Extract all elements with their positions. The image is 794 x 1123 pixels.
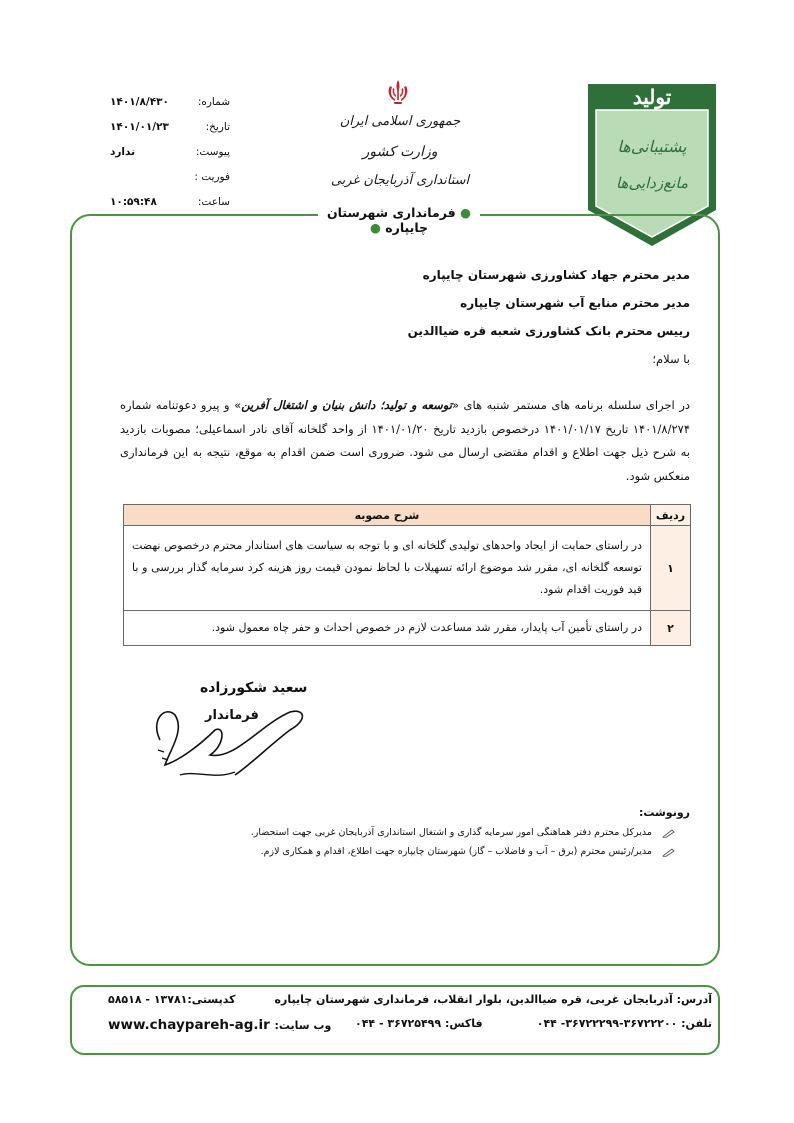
table-row xyxy=(124,526,691,611)
row-index: ۲ xyxy=(651,611,691,646)
urgency-label: فوریت : xyxy=(194,171,230,183)
recipient-3: رییس محترم بانک کشاورزی شعبه قره ضیاالدین xyxy=(407,324,690,338)
table-row xyxy=(124,611,691,646)
pen-icon xyxy=(662,828,676,838)
banner-logo-text: تولید xyxy=(632,85,672,109)
header-country: جمهوری اسلامی ایران xyxy=(339,114,461,129)
banner-line1: پشتیبانی‌ها xyxy=(617,137,687,156)
recipient-2: مدیر محترم منابع آب شهرستان چایپاره xyxy=(460,296,690,310)
greeting: با سلام؛ xyxy=(652,352,690,366)
bullet-icon: ● xyxy=(369,220,381,235)
row-text: در راستای حمایت از ایجاد واحدهای تولیدی گلخانه ای و با توجه به سیاست های استاندار محترم درخصوص نهضت توسعه گلخانه ای، مقرر شد موضوع ارائه تسهیلات با لحاظ نمودن قیمت روز هزینه کرد سرمایه گذار بررسی و با قید فوریت اقدام شود. xyxy=(124,526,651,611)
time-label: ساعت: xyxy=(197,196,230,208)
copy-item xyxy=(261,846,676,857)
date-label: تاریخ: xyxy=(205,121,230,133)
footer-address: آدرس: آذربایجان غربی، قره ضیاالدین، بلوار انقلاب، فرمانداری شهرستان چایپاره xyxy=(274,993,712,1006)
body-quote: توسعه و تولید؛ دانش بنیان و اشتغال آفرین xyxy=(241,398,452,412)
frame-title-text: فرمانداری شهرستان چایپاره xyxy=(327,205,456,235)
copy-text: مدیر/رئیس محترم (برق – آب و فاضلاب – گاز) شهرستان چایپاره جهت اطلاع، اقدام و همکاری لازم. xyxy=(260,846,652,857)
attachment-value: ندارد xyxy=(110,146,136,158)
time-row xyxy=(110,190,230,215)
col-index-header: ردیف xyxy=(651,505,691,526)
attachment-label: پیوست: xyxy=(195,146,230,158)
letter-body xyxy=(120,394,690,488)
footer-postcode: کدپستی:۱۳۷۸۱ - ۵۸۵۱۸ xyxy=(108,993,236,1006)
recipient-1: مدیر محترم جهاد کشاورزی شهرستان چایپاره xyxy=(422,268,690,282)
table-header-row xyxy=(124,505,691,526)
footer-website xyxy=(108,1017,331,1033)
number-row xyxy=(110,90,230,115)
col-desc-header: شرح مصوبه xyxy=(124,505,651,526)
header-province: استانداری آذربایجان غربی xyxy=(330,173,470,188)
number-value: ۱۴۰۱/۸/۴۳۰ xyxy=(110,96,169,108)
signer-title: فرماندار xyxy=(205,708,259,723)
website-link[interactable]: www.chaypareh-ag.ir xyxy=(108,1017,270,1033)
copy-item xyxy=(251,827,676,838)
letter-meta xyxy=(110,90,230,215)
date-value: ۱۴۰۱/۰۱/۲۳ xyxy=(110,121,169,133)
body-part2: » و پیرو دعوتنامه شماره ۱۴۰۱/۸/۲۷۴ تاریخ ۱۴۰۱/۰۱/۱۷ درخصوص بازدید تاریخ ۱۴۰۱/۰۱/۲۰ از واحد گلخانه آقای نادر اسماعیلی؛ مصوبات بازدید به شرح ذیل جهت اطلاع و اقدام مقتضی ارسال می شود. ضروری است ضمن اقدام به موقع، نتیجه به این فرمانداری منعکس شود. xyxy=(120,398,690,483)
resolutions-table xyxy=(123,504,691,646)
urgency-row xyxy=(110,165,230,190)
number-label: شماره: xyxy=(197,96,230,108)
footer-phone: تلفن: ۳۶۷۲۲۲۰۰-۳۶۷۲۲۲۹۹- ۰۴۴ xyxy=(536,1017,712,1030)
body-part1: در اجرای سلسله برنامه های مستمر شنبه های « xyxy=(451,398,690,412)
frame-title xyxy=(318,205,480,235)
iran-emblem-icon xyxy=(384,78,412,108)
footer-fax: فاکس: ۳۶۷۲۵۴۹۹ - ۰۴۴ xyxy=(355,1017,483,1030)
date-row xyxy=(110,115,230,140)
row-index: ۱ xyxy=(651,526,691,611)
signer-name: سعید شکورزاده xyxy=(200,680,308,696)
copy-text: مدیرکل محترم دفتر هماهنگی امور سرمایه گذاری و اشتغال استانداری آذربایجان غربی جهت استحضار. xyxy=(250,827,652,838)
banner-line2: مانع‌زدایی‌ها xyxy=(615,174,689,192)
attachment-row xyxy=(110,140,230,165)
header-ministry: وزارت کشور xyxy=(362,144,438,160)
copies-heading: رونوشت: xyxy=(638,806,690,819)
website-label: وب سایت: xyxy=(274,1019,332,1032)
time-value: ۱۰:۵۹:۴۸ xyxy=(110,196,157,208)
pen-icon xyxy=(662,847,676,857)
row-text: در راستای تأمین آب پایدار، مقرر شد مساعدت لازم در خصوص احداث و حفر چاه معمول شود. xyxy=(124,611,651,646)
bullet-icon: ● xyxy=(460,205,471,220)
handwritten-signature xyxy=(140,690,320,790)
